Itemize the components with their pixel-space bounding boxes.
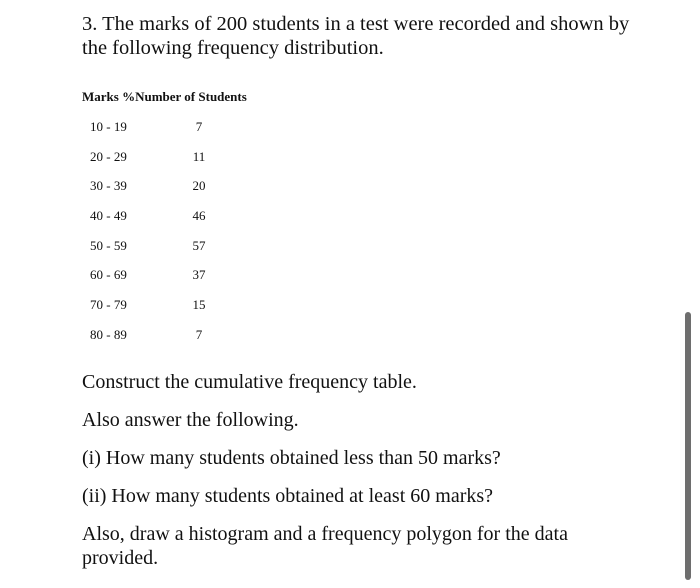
student-count-cell: 57	[192, 237, 206, 253]
instructions-block	[82, 370, 642, 570]
marks-range-cell: 30 - 39	[90, 178, 127, 194]
table-row	[82, 321, 282, 351]
draw-instruction: Also, draw a histogram and a frequency polygon for the data provided.	[82, 523, 568, 569]
answer-instruction: Also answer the following.	[82, 409, 299, 431]
student-count-cell: 46	[192, 208, 206, 224]
frequency-table	[82, 113, 282, 351]
table-row	[82, 261, 282, 291]
table-row	[82, 202, 282, 232]
student-count-cell: 20	[192, 178, 206, 194]
marks-range-cell: 70 - 79	[90, 297, 127, 313]
table-row	[82, 143, 282, 173]
student-count-cell: 7	[195, 326, 203, 342]
marks-range-cell: 80 - 89	[90, 326, 127, 342]
student-count-cell: 11	[192, 148, 206, 164]
marks-range-cell: 20 - 29	[90, 148, 127, 164]
table-row	[82, 232, 282, 262]
scrollbar-thumb[interactable]	[685, 312, 691, 580]
table-row	[82, 113, 282, 143]
construct-instruction: Construct the cumulative frequency table.	[82, 371, 417, 393]
table-row	[82, 172, 282, 202]
question-part-ii: (ii) How many students obtained at least 60 marks?	[82, 485, 494, 507]
table-row	[82, 291, 282, 321]
student-count-cell: 7	[195, 119, 203, 134]
question-text: 3. The marks of 200 students in a test were recorded and shown by the following frequency distribution.	[82, 13, 630, 59]
question-part-i: (i) How many students obtained less than 50 marks?	[82, 447, 501, 469]
marks-range-cell: 10 - 19	[90, 119, 127, 134]
marks-range-cell: 50 - 59	[90, 237, 127, 253]
marks-range-cell: 60 - 69	[90, 267, 127, 283]
student-count-cell: 37	[192, 267, 206, 283]
student-count-cell: 15	[192, 297, 206, 313]
table-header: Marks %Number of Students	[82, 89, 247, 104]
marks-range-cell: 40 - 49	[90, 208, 127, 224]
